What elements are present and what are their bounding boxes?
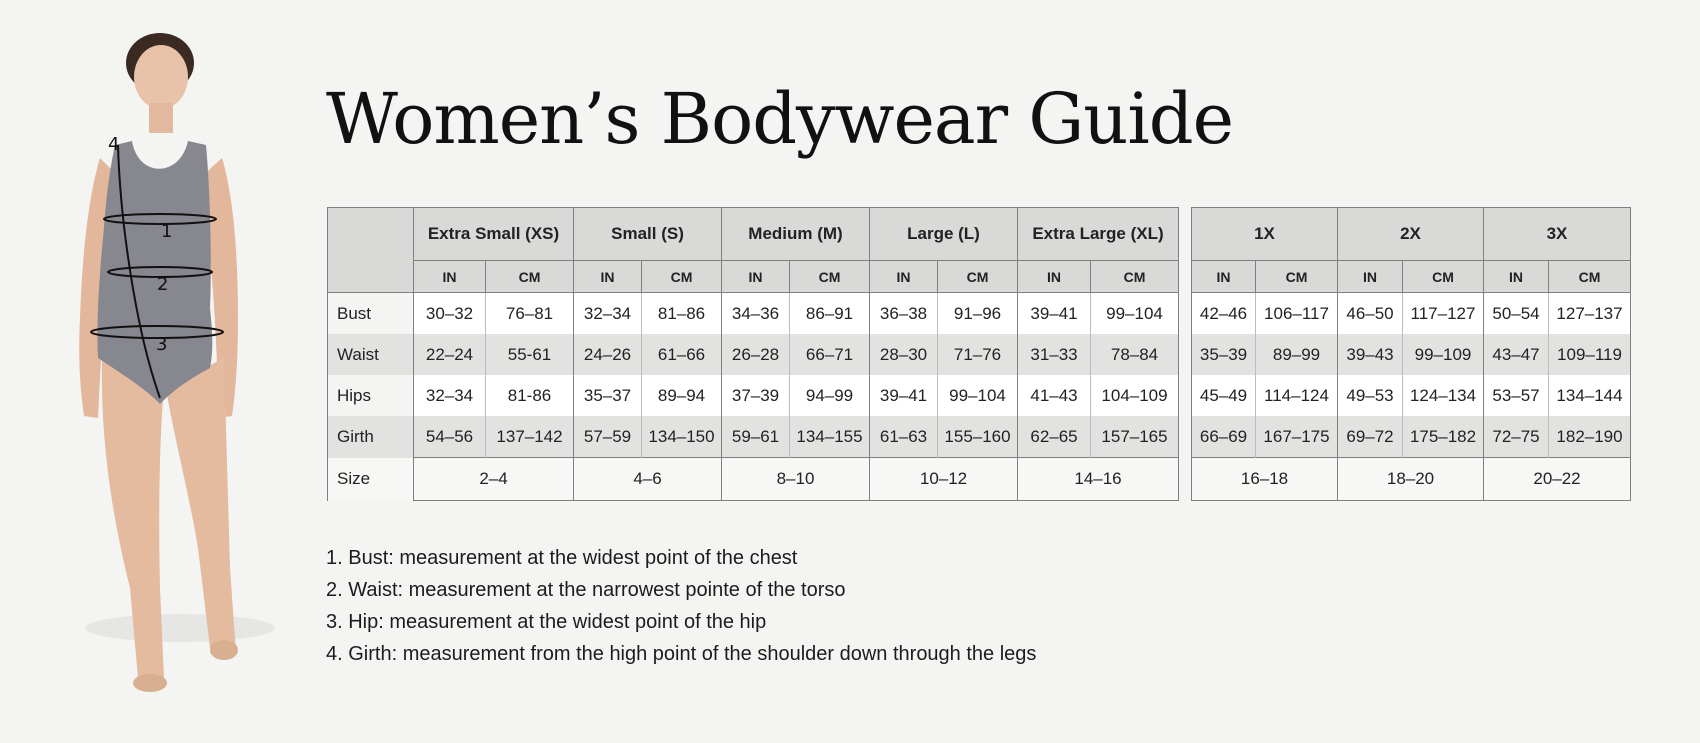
value-in-cell: 42–46 bbox=[1192, 293, 1256, 335]
measure-label-4: 4 bbox=[108, 134, 120, 155]
value-in-cell: 43–47 bbox=[1484, 334, 1549, 375]
size-range-cell: 20–22 bbox=[1484, 458, 1631, 501]
value-cm-cell: 134–150 bbox=[642, 416, 722, 458]
size-range-cell: 16–18 bbox=[1192, 458, 1338, 501]
size-row bbox=[328, 458, 1179, 501]
unit-cm-header: CM bbox=[1403, 261, 1484, 293]
value-in-cell: 37–39 bbox=[722, 375, 790, 416]
unit-in-header: IN bbox=[574, 261, 642, 293]
value-in-cell: 69–72 bbox=[1338, 416, 1403, 458]
measure-row bbox=[328, 334, 1179, 375]
value-cm-cell: 55-61 bbox=[486, 334, 574, 375]
unit-in-header: IN bbox=[1338, 261, 1403, 293]
value-cm-cell: 61–66 bbox=[642, 334, 722, 375]
size-row-label: Size bbox=[328, 458, 414, 501]
value-in-cell: 53–57 bbox=[1484, 375, 1549, 416]
size-range-cell: 10–12 bbox=[870, 458, 1018, 501]
left-shoe bbox=[133, 674, 167, 692]
size-range-cell: 18–20 bbox=[1338, 458, 1484, 501]
measure-row bbox=[1192, 293, 1631, 335]
value-in-cell: 39–43 bbox=[1338, 334, 1403, 375]
value-in-cell: 45–49 bbox=[1192, 375, 1256, 416]
neck-shape bbox=[149, 103, 173, 133]
value-in-cell: 22–24 bbox=[414, 334, 486, 375]
value-cm-cell: 94–99 bbox=[790, 375, 870, 416]
value-cm-cell: 167–175 bbox=[1256, 416, 1338, 458]
unit-in-header: IN bbox=[1484, 261, 1549, 293]
size-range-cell: 8–10 bbox=[722, 458, 870, 501]
value-in-cell: 50–54 bbox=[1484, 293, 1549, 335]
measure-label-2: 2 bbox=[157, 274, 169, 295]
value-cm-cell: 114–124 bbox=[1256, 375, 1338, 416]
size-header-row bbox=[328, 208, 1179, 261]
value-in-cell: 72–75 bbox=[1484, 416, 1549, 458]
measure-label-3: 3 bbox=[156, 334, 168, 355]
size-row bbox=[1192, 458, 1631, 501]
value-cm-cell: 137–142 bbox=[486, 416, 574, 458]
unit-cm-header: CM bbox=[1256, 261, 1338, 293]
value-cm-cell: 134–144 bbox=[1549, 375, 1631, 416]
value-in-cell: 49–53 bbox=[1338, 375, 1403, 416]
value-cm-cell: 99–104 bbox=[1091, 293, 1179, 335]
value-cm-cell: 124–134 bbox=[1403, 375, 1484, 416]
value-in-cell: 59–61 bbox=[722, 416, 790, 458]
value-in-cell: 41–43 bbox=[1018, 375, 1091, 416]
note-bust: 1. Bust: measurement at the widest point of the chest bbox=[326, 547, 798, 569]
model-figure bbox=[60, 28, 300, 718]
value-cm-cell: 71–76 bbox=[938, 334, 1018, 375]
size-name-header: 1X bbox=[1192, 208, 1338, 261]
unit-in-header: IN bbox=[414, 261, 486, 293]
size-name-header: Medium (M) bbox=[722, 208, 870, 261]
size-name-header: Extra Small (XS) bbox=[414, 208, 574, 261]
unit-in-header: IN bbox=[1018, 261, 1091, 293]
measure-label-1: 1 bbox=[161, 221, 173, 242]
value-in-cell: 30–32 bbox=[414, 293, 486, 335]
unit-in-header: IN bbox=[722, 261, 790, 293]
value-cm-cell: 66–71 bbox=[790, 334, 870, 375]
value-in-cell: 62–65 bbox=[1018, 416, 1091, 458]
unit-cm-header: CM bbox=[486, 261, 574, 293]
value-cm-cell: 99–104 bbox=[938, 375, 1018, 416]
value-in-cell: 46–50 bbox=[1338, 293, 1403, 335]
value-cm-cell: 78–84 bbox=[1091, 334, 1179, 375]
head-shape bbox=[134, 45, 188, 109]
size-header-row bbox=[1192, 208, 1631, 261]
size-range-cell: 2–4 bbox=[414, 458, 574, 501]
corner-cell bbox=[328, 208, 414, 293]
value-cm-cell: 104–109 bbox=[1091, 375, 1179, 416]
page-title: Women’s Bodywear Guide bbox=[326, 78, 1234, 160]
value-cm-cell: 76–81 bbox=[486, 293, 574, 335]
value-cm-cell: 106–117 bbox=[1256, 293, 1338, 335]
note-hip: 3. Hip: measurement at the widest point of the hip bbox=[326, 611, 767, 633]
value-in-cell: 57–59 bbox=[574, 416, 642, 458]
right-shoe bbox=[210, 640, 238, 660]
unit-header-row bbox=[328, 261, 1179, 293]
value-in-cell: 39–41 bbox=[870, 375, 938, 416]
unit-in-header: IN bbox=[1192, 261, 1256, 293]
value-in-cell: 34–36 bbox=[722, 293, 790, 335]
size-table-standard bbox=[327, 207, 1179, 501]
size-name-header: Small (S) bbox=[574, 208, 722, 261]
unit-cm-header: CM bbox=[938, 261, 1018, 293]
value-cm-cell: 99–109 bbox=[1403, 334, 1484, 375]
unit-in-header: IN bbox=[870, 261, 938, 293]
value-cm-cell: 86–91 bbox=[790, 293, 870, 335]
value-cm-cell: 81-86 bbox=[486, 375, 574, 416]
row-label: Bust bbox=[328, 293, 414, 335]
value-cm-cell: 109–119 bbox=[1549, 334, 1631, 375]
value-cm-cell: 155–160 bbox=[938, 416, 1018, 458]
measure-row bbox=[1192, 375, 1631, 416]
value-in-cell: 28–30 bbox=[870, 334, 938, 375]
unit-cm-header: CM bbox=[790, 261, 870, 293]
size-range-cell: 14–16 bbox=[1018, 458, 1179, 501]
measure-row bbox=[328, 416, 1179, 458]
size-table-plus bbox=[1191, 207, 1631, 501]
size-name-header: Extra Large (XL) bbox=[1018, 208, 1179, 261]
note-waist: 2. Waist: measurement at the narrowest pointe of the torso bbox=[326, 579, 846, 601]
value-cm-cell: 89–99 bbox=[1256, 334, 1338, 375]
leotard-shape bbox=[97, 141, 212, 404]
note-girth: 4. Girth: measurement from the high point of the shoulder down through the legs bbox=[326, 643, 1037, 665]
size-range-cell: 4–6 bbox=[574, 458, 722, 501]
size-name-header: 2X bbox=[1338, 208, 1484, 261]
value-cm-cell: 89–94 bbox=[642, 375, 722, 416]
size-name-header: Large (L) bbox=[870, 208, 1018, 261]
value-cm-cell: 134–155 bbox=[790, 416, 870, 458]
measure-row bbox=[328, 375, 1179, 416]
value-cm-cell: 175–182 bbox=[1403, 416, 1484, 458]
value-cm-cell: 81–86 bbox=[642, 293, 722, 335]
value-cm-cell: 127–137 bbox=[1549, 293, 1631, 335]
measure-row bbox=[1192, 334, 1631, 375]
value-in-cell: 54–56 bbox=[414, 416, 486, 458]
value-in-cell: 39–41 bbox=[1018, 293, 1091, 335]
unit-cm-header: CM bbox=[1091, 261, 1179, 293]
floor-shadow bbox=[85, 614, 275, 642]
value-in-cell: 31–33 bbox=[1018, 334, 1091, 375]
value-in-cell: 66–69 bbox=[1192, 416, 1256, 458]
row-label: Waist bbox=[328, 334, 414, 375]
unit-header-row bbox=[1192, 261, 1631, 293]
value-in-cell: 24–26 bbox=[574, 334, 642, 375]
value-in-cell: 35–37 bbox=[574, 375, 642, 416]
value-cm-cell: 91–96 bbox=[938, 293, 1018, 335]
measure-row bbox=[328, 293, 1179, 335]
value-in-cell: 32–34 bbox=[574, 293, 642, 335]
unit-cm-header: CM bbox=[1549, 261, 1631, 293]
row-label: Hips bbox=[328, 375, 414, 416]
measurement-notes bbox=[326, 542, 1036, 670]
value-cm-cell: 157–165 bbox=[1091, 416, 1179, 458]
value-in-cell: 61–63 bbox=[870, 416, 938, 458]
unit-cm-header: CM bbox=[642, 261, 722, 293]
size-name-header: 3X bbox=[1484, 208, 1631, 261]
value-cm-cell: 117–127 bbox=[1403, 293, 1484, 335]
value-cm-cell: 182–190 bbox=[1549, 416, 1631, 458]
value-in-cell: 32–34 bbox=[414, 375, 486, 416]
value-in-cell: 26–28 bbox=[722, 334, 790, 375]
row-label: Girth bbox=[328, 416, 414, 458]
model-illustration bbox=[60, 28, 300, 718]
value-in-cell: 36–38 bbox=[870, 293, 938, 335]
measure-row bbox=[1192, 416, 1631, 458]
value-in-cell: 35–39 bbox=[1192, 334, 1256, 375]
